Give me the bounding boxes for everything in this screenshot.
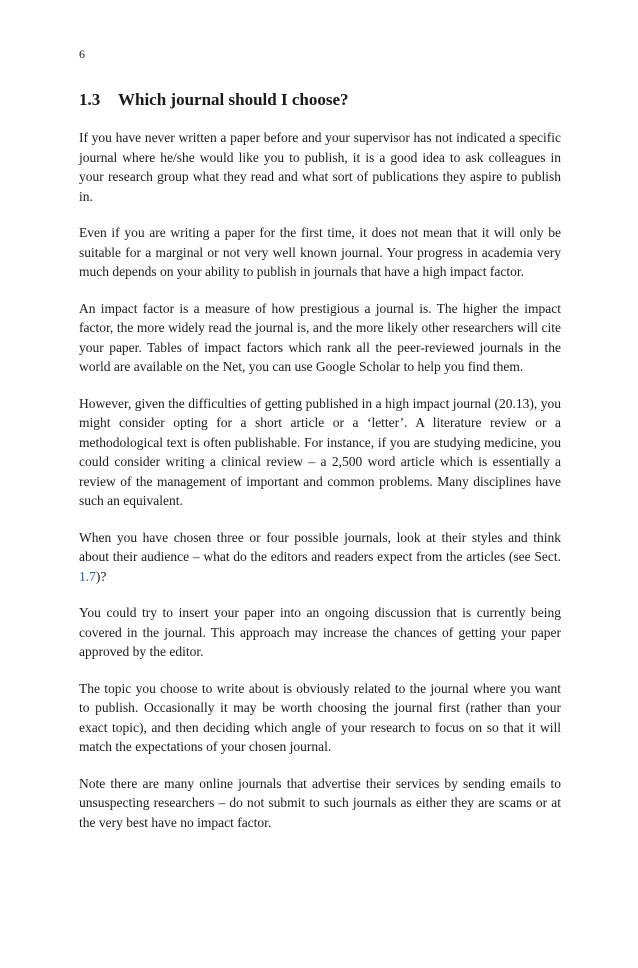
paragraph-ongoing-discussion: You could try to insert your paper into an ongoing discussion that is currently being covered in the journal. This approach may increase the chances of getting your paper approved by the editor.	[79, 605, 561, 659]
section-heading	[79, 89, 561, 111]
paragraph-chosen-journals-text: When you have chosen three or four possible journals, look at their styles and think about their audience – what do the editors and readers expect from the articles (see Sect.	[79, 529, 561, 564]
body-text	[79, 128, 561, 849]
section-reference-link[interactable]: 1.7	[79, 568, 96, 584]
paragraph-first-paper: If you have never written a paper before and your supervisor has not indicated a specific journal where he/she would like you to publish, it is a good idea to ask colleagues in your research group what they read and what sort of publications they aspire to publish in.	[79, 130, 561, 204]
section-number: 1.3	[79, 90, 101, 109]
page-number: 6	[79, 47, 85, 61]
paragraph-topic: The topic you choose to write about is obviously related to the journal where you want to publish. Occasionally it may be worth choosing the journal first (rather than your exact topic), and then deciding which angle of your research to focus on so that it will match the expectations of your chosen journal.	[79, 680, 561, 754]
paragraph-first-time: Even if you are writing a paper for the first time, it does not mean that it will only be suitable for a marginal or not very well known journal. Your progress in academia very much depends on your ability to publish in journals that have a high impact factor.	[79, 225, 561, 279]
paragraph-difficulties: However, given the difficulties of getting published in a high impact journal (20.13), you might consider opting for a short article or a ‘letter’. A literature review or a methodological text is often publishable. For instance, if you are studying medicine, you could consider writing a clinical review – a 2,500 word article which is essentially a review of the management of important and common problems. Many disciplines have such an equivalent.	[79, 395, 561, 508]
paragraph-online-journals: Note there are many online journals that advertise their services by sending emails to unsuspecting researchers – do not submit to such journals as either they are scams or at the very best have no impact factor.	[79, 775, 561, 830]
paragraph-chosen-journals	[79, 528, 561, 587]
section-title: Which journal should I choose?	[118, 90, 349, 109]
paragraph-impact-factor: An impact factor is a measure of how prestigious a journal is. The higher the impact factor, the more widely read the journal is, and the more likely other researchers will cite your paper. Tables of impact factors which rank all the peer-reviewed journals in the world are available on the Net, you can use Google Scholar to help you find them.	[79, 300, 561, 374]
paragraph-chosen-journals-end: )?	[95, 568, 107, 584]
